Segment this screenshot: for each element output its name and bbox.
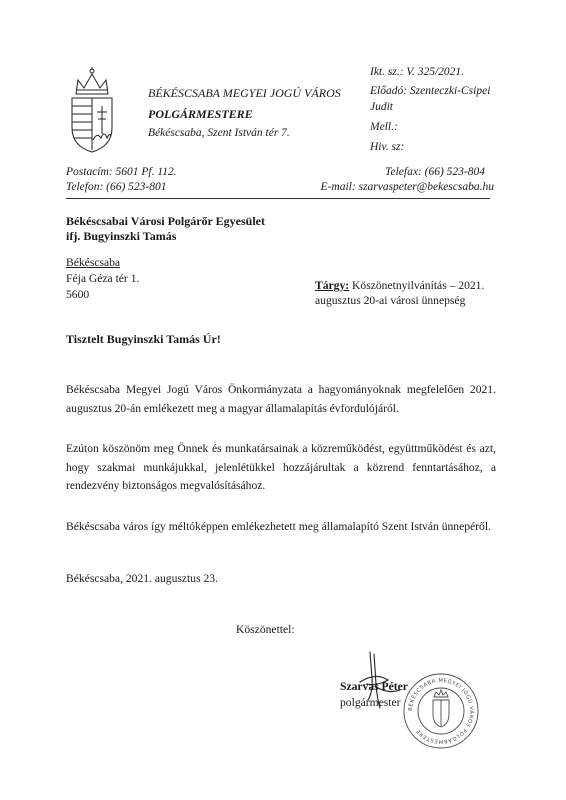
fax: Telefax: (66) 523-804 (385, 166, 485, 178)
phone: Telefon: (66) 523-801 (66, 181, 167, 193)
city-name: BÉKÉSCSABA MEGYEI JOGÚ VÁROS (148, 86, 341, 100)
stamp-text: BÉKÉSCSABA MEGYEI JOGÚ VÁROS POLGÁRMESTERE (407, 677, 475, 745)
ikt-number: Ikt. sz.: V. 325/2021. (370, 66, 465, 78)
postal-address: Postacím: 5601 Pf. 112. (66, 166, 177, 178)
office-name: POLGÁRMESTERE (148, 107, 253, 121)
hiv-sz: Hiv. sz: (370, 141, 405, 153)
subject-line-2: augusztus 20-ai városi ünnepség (315, 294, 466, 307)
subject-label: Tárgy: (315, 279, 350, 292)
recipient-name: ifj. Bugyinszki Tamás (66, 229, 177, 243)
body-paragraph-3: Békéscsaba város így méltóképpen emlékezhetett meg államalapító Szent István ünnepéről. (66, 520, 491, 533)
recipient-org: Békéscsabai Városi Polgárőr Egyesület (66, 214, 265, 228)
closing: Köszönettel: (236, 623, 295, 636)
body-paragraph-2: Ezúton köszönöm meg Önnek és munkatársainak a közreműködést, együttműködést és azt, hogy szakmai munkájukkal, jelenlétükkel hozzájárultak a közrend fenntartásához, a rendezvény biztonságos megvalósításához. (66, 442, 496, 493)
header-divider (66, 198, 490, 199)
date-line: Békéscsaba, 2021. augusztus 23. (66, 572, 218, 585)
signatory-name: Szarvas Péter (340, 680, 408, 693)
signatory-title: polgármester (340, 696, 401, 709)
eloado: Előadó: Szenteczki-Csipei (370, 85, 491, 97)
eloado-name: Judit (370, 101, 393, 113)
salutation: Tisztelt Bugyinszki Tamás Úr! (66, 332, 221, 346)
coat-of-arms-icon (66, 66, 118, 156)
body-paragraph-1: Békéscsaba Megyei Jogú Város Önkormányzata a hagyományoknak megfelelően 2021. augusztus 20-án emlékezett meg a magyar államalapítás évfordulójáról. (66, 383, 496, 415)
recipient-zip: 5600 (66, 288, 90, 301)
subject-text: Köszönetnyilvánítás – 2021. (349, 279, 485, 292)
mell: Mell.: (370, 121, 398, 133)
official-stamp-icon (402, 672, 480, 750)
recipient-city: Békéscsaba (66, 256, 121, 269)
recipient-street: Féja Géza tér 1. (66, 272, 140, 285)
email: E-mail: szarvaspeter@bekescsaba.hu (320, 181, 494, 193)
subject-line (315, 279, 484, 292)
office-address: Békéscsaba, Szent István tér 7. (148, 127, 290, 139)
